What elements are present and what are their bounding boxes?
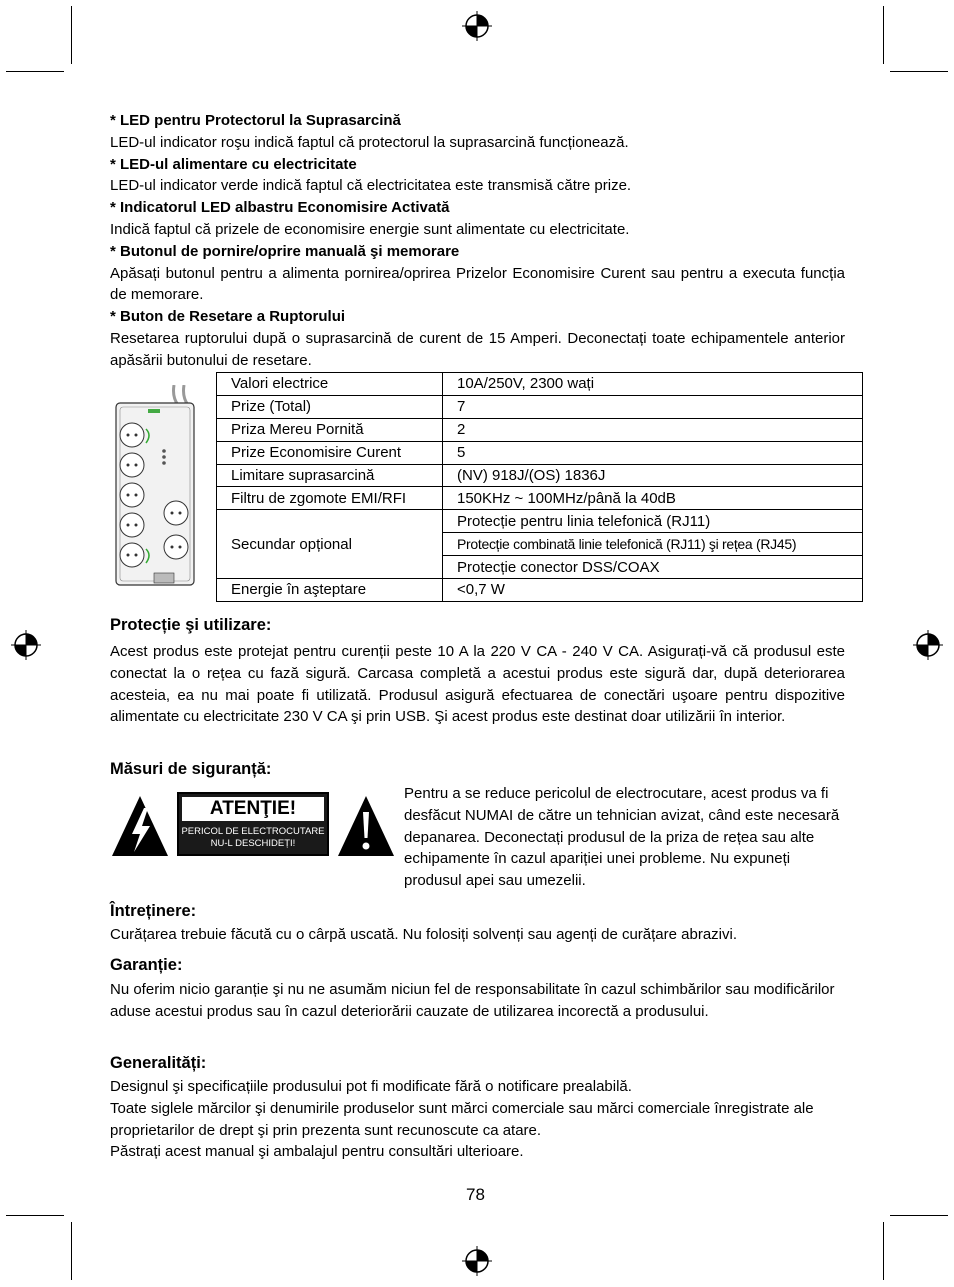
table-row	[217, 464, 863, 487]
spec-value: 2	[443, 418, 863, 441]
warning-line-1: PERICOL DE ELECTROCUTARE	[181, 826, 325, 837]
maintenance-text: Curățarea trebuie făcută cu o cârpă uscată. Nu folosiți solvenți sau agenți de curățare abrazivi.	[110, 926, 738, 943]
table-row	[217, 373, 863, 396]
exclamation-warning-icon	[336, 794, 396, 858]
led-overload-text: LED-ul indicator roşu indică faptul că protectorul la suprasarcină funcționează.	[110, 133, 629, 151]
general-line-1: Designul şi specificațiile produsului pot fi modificate fără o notificare prealabilă.	[110, 1078, 632, 1095]
safety-heading: Măsuri de siguranță:	[110, 760, 272, 778]
table-row	[217, 418, 863, 441]
warning-line-2: NU-L DESCHIDEȚI!	[210, 838, 296, 849]
table-row	[217, 395, 863, 418]
led-blue-text: Indică faptul că prizele de economisire energie sunt alimentate cu electricitate.	[110, 220, 630, 238]
general-section	[110, 1076, 845, 1163]
spec-label: Valori electrice	[217, 373, 443, 396]
spec-value: 150KHz ~ 100MHz/până la 40dB	[443, 487, 863, 510]
table-row	[217, 510, 863, 533]
warranty-text: Nu oferim nicio garanție şi nu ne asumăm niciun fel de responsabilitate în cazul schimbărilor sau modificărilor aduse acestui produs sau în cazul deteriorării cauzate de utilizarea incorectă a produsului.	[110, 981, 835, 1020]
led-blue-title: * Indicatorul LED albastru Economisire Activată	[110, 199, 450, 217]
spec-value: Protecție combinată linie telefonică (RJ11) şi rețea (RJ45)	[443, 533, 863, 556]
spec-label: Prize Economisire Curent	[217, 441, 443, 464]
spec-value: <0,7 W	[443, 579, 863, 602]
warning-label	[177, 792, 329, 856]
button-title: * Butonul de pornire/oprire manuală şi memorare	[110, 242, 460, 260]
warranty-heading: Garanție:	[110, 956, 183, 974]
led-power-title: * LED-ul alimentare cu electricitate	[110, 155, 357, 173]
spec-label: Limitare suprasarcină	[217, 464, 443, 487]
spec-label: Priza Mereu Pornită	[217, 418, 443, 441]
warning-title: ATENŢIE!	[182, 797, 324, 821]
safety-text: Pentru a se reduce pericolul de electrocutare, acest produs va fi desfăcut NUMAI de către un tehnician avizat, când este necesară depanarea. Deconectați produsul de la priza de rețea sau alte echipamente în cazul apariției unei probleme. Nu expuneți produsul apei sau umezelii.	[404, 785, 840, 890]
registration-mark-top	[462, 11, 492, 41]
spec-value: 5	[443, 441, 863, 464]
table-row	[217, 487, 863, 510]
lightning-warning-icon	[110, 794, 170, 858]
reset-title: * Buton de Resetare a Ruptorului	[110, 308, 346, 326]
general-line-2: Toate siglele mărcilor şi denumirile produselor sunt mărci comerciale sau mărci comerciale înregistrate ale proprietarilor de drept şi prin prezenta sunt recunoscute ca atare.	[110, 1099, 814, 1139]
spec-value: Protecție conector DSS/COAX	[443, 556, 863, 579]
spec-label: Prize (Total)	[217, 395, 443, 418]
spec-value: (NV) 918J/(OS) 1836J	[443, 464, 863, 487]
spec-value: 7	[443, 395, 863, 418]
general-line-3: Păstrați acest manual şi ambalajul pentru consultări ulterioare.	[110, 1143, 524, 1161]
page-number: 78	[466, 1185, 485, 1204]
protection-text: Acest produs este protejat pentru curenții peste 10 A la 220 V CA - 240 V CA. Asigurați-vă că produsul este conectat la o rețea cu fază sigură. Carcasa completă a acestui produs este sigură dar, după deteriorarea acesteia, ea nu mai poate fi utilizată. Produsul asigură efectuarea de conectări uşoare pentru dispozitive alimentate cu electricitate 230 V CA şi prin USB. Şi acest produs este destinat doar utilizării în interior.	[110, 643, 845, 726]
reset-text: Resetarea ruptorului după o suprasarcină de curent de 15 Amperi. Deconectați toate echipamentele anterior apăsării butonului de resetare.	[110, 329, 845, 369]
led-power-text: LED-ul indicator verde indică faptul că electricitatea este transmisă către prize.	[110, 177, 632, 195]
table-row	[217, 579, 863, 602]
spec-label: Secundar opțional	[217, 510, 443, 579]
spec-label: Filtru de zgomote EMI/RFI	[217, 487, 443, 510]
spec-value: Protecție pentru linia telefonică (RJ11)	[443, 510, 863, 533]
warning-subtext	[179, 826, 327, 850]
registration-mark-bottom	[462, 1246, 492, 1276]
spec-table	[216, 372, 863, 602]
protection-heading: Protecție şi utilizare:	[110, 616, 272, 634]
button-text: Apăsați butonul pentru a alimenta pornirea/oprirea Prizelor Economisire Curent sau pentru a executa funcția de memorare.	[110, 264, 845, 304]
maintenance-heading: Întreținere:	[110, 902, 197, 920]
registration-mark-right	[913, 630, 943, 660]
spec-value: 10A/250V, 2300 wați	[443, 373, 863, 396]
registration-mark-left	[11, 630, 41, 660]
general-heading: Generalități:	[110, 1054, 207, 1072]
intro-section	[110, 110, 845, 372]
led-overload-title: * LED pentru Protectorul la Suprasarcină	[110, 112, 401, 129]
power-strip-icon	[112, 385, 212, 587]
spec-label: Energie în aşteptare	[217, 579, 443, 602]
table-row	[217, 441, 863, 464]
